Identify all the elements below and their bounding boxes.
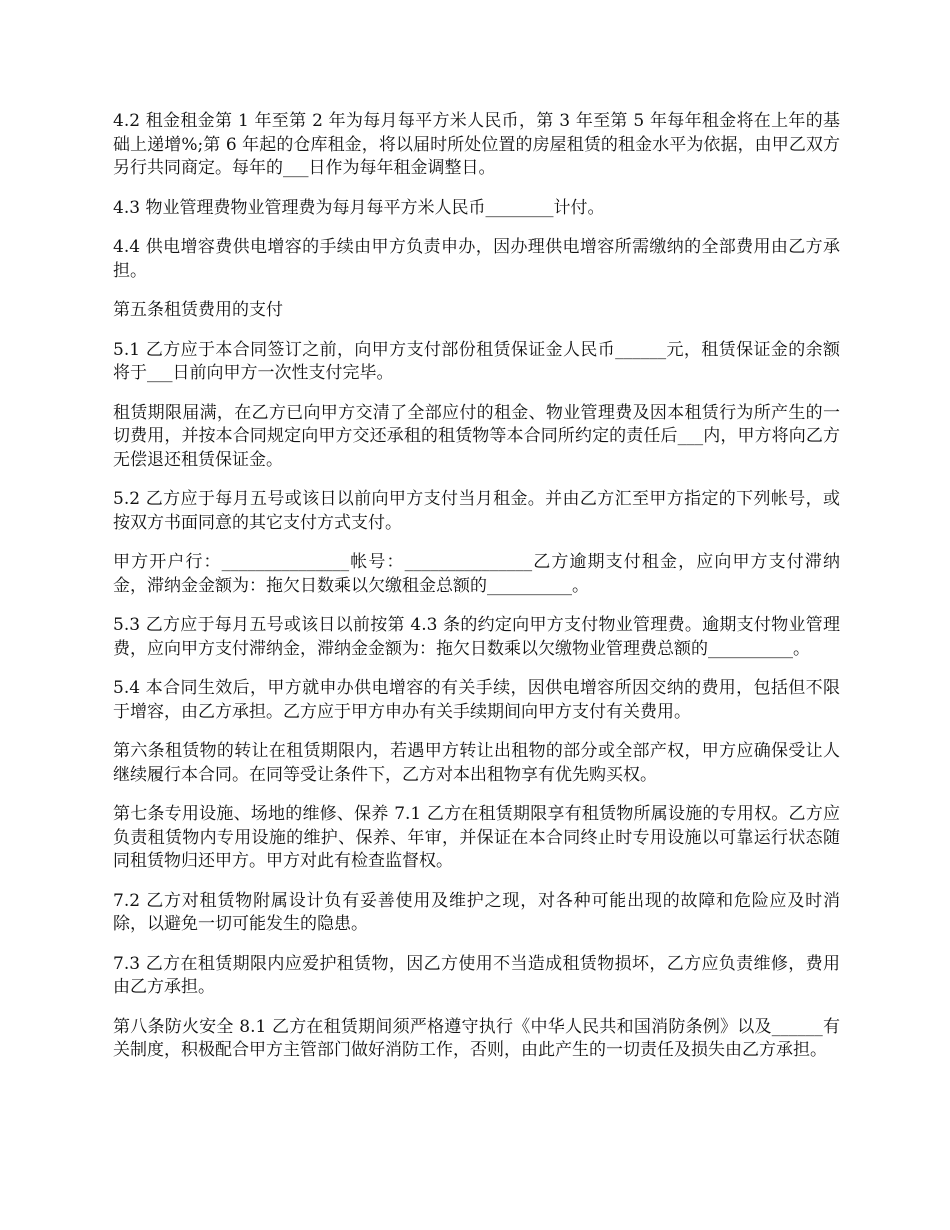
bank-account-paragraph: 甲方开户行：_______________帐号：_______________乙方逾期支付租金，应向甲方支付滞纳金，滞纳金金额为：拖欠日数乘以欠缴租金总额的__________。 [113,552,840,596]
clause-5-1-paragraph: 5.1 乙方应于本合同签订之前，向甲方支付部份租赁保证金人民币______元，租赁保证金的余额将于___日前向甲方一次性支付完毕。 [113,339,840,383]
article-7-paragraph: 第七条专用设施、场地的维修、保养 7.1 乙方在租赁期限享有租赁物所属设施的专用权。乙方应负责租赁物内专用设施的维护、保养、年审，并保证在本合同终止时专用设施以可靠运行状态随同租赁物归还甲方。甲方对此有检查监督权。 [113,804,840,871]
deposit-refund-paragraph: 租赁期限届满，在乙方已向甲方交清了全部应付的租金、物业管理费及因本租赁行为所产生的一切费用，并按本合同规定向甲方交还承租的租赁物等本合同所约定的责任后___内，甲方将向乙方无偿退还租赁保证金。 [113,402,840,470]
clause-4-2-paragraph: 4.2 租金租金第 1 年至第 2 年为每月每平方米人民币，第 3 年至第 5 年每年租金将在上年的基础上递增%;第 6 年起的仓库租金，将以届时所处位置的房屋租赁的租金水平为依据，由甲乙双方另行共同商定。每年的___日作为每年租金调整日。 [113,111,840,178]
clause-7-3-paragraph: 7.3 乙方在租赁期限内应爱护租赁物，因乙方使用不当造成租赁物损坏，乙方应负责维修，费用由乙方承担。 [113,953,840,997]
clause-5-3-paragraph: 5.3 乙方应于每月五号或该日以前按第 4.3 条的约定向甲方支付物业管理费。逾期支付物业管理费，应向甲方支付滞纳金，滞纳金金额为：拖欠日数乘以欠缴物业管理费总额的__________。 [113,615,840,659]
article-6-paragraph: 第六条租赁物的转让在租赁期限内，若遇甲方转让出租物的部分或全部产权，甲方应确保受让人继续履行本合同。在同等受让条件下，乙方对本出租物享有优先购买权。 [113,741,840,785]
article-5-heading: 第五条租赁费用的支付 [113,300,283,320]
clause-4-4-paragraph: 4.4 供电增容费供电增容的手续由甲方负责申办，因办理供电增容所需缴纳的全部费用由乙方承担。 [113,237,840,281]
clause-5-4-paragraph: 5.4 本合同生效后，甲方就申办供电增容的有关手续，因供电增容所因交纳的费用，包括但不限于增容，由乙方承担。乙方应于甲方申办有关手续期间向甲方支付有关费用。 [113,678,840,722]
document-body [113,110,840,1079]
clause-5-2-paragraph: 5.2 乙方应于每月五号或该日以前向甲方支付当月租金。并由乙方汇至甲方指定的下列帐号，或按双方书面同意的其它支付方式支付。 [113,489,840,533]
article-8-paragraph: 第八条防火安全 8.1 乙方在租赁期间须严格遵守执行《中华人民共和国消防条例》以及______有关制度，积极配合甲方主管部门做好消防工作，否则，由此产生的一切责任及损失由乙方承担。 [113,1016,840,1060]
clause-7-2-paragraph: 7.2 乙方对租赁物附属设计负有妥善使用及维护之现，对各种可能出现的故障和危险应及时消除，以避免一切可能发生的隐患。 [113,890,840,934]
clause-4-3-paragraph: 4.3 物业管理费物业管理费为每月每平方米人民币________计付。 [113,197,605,218]
